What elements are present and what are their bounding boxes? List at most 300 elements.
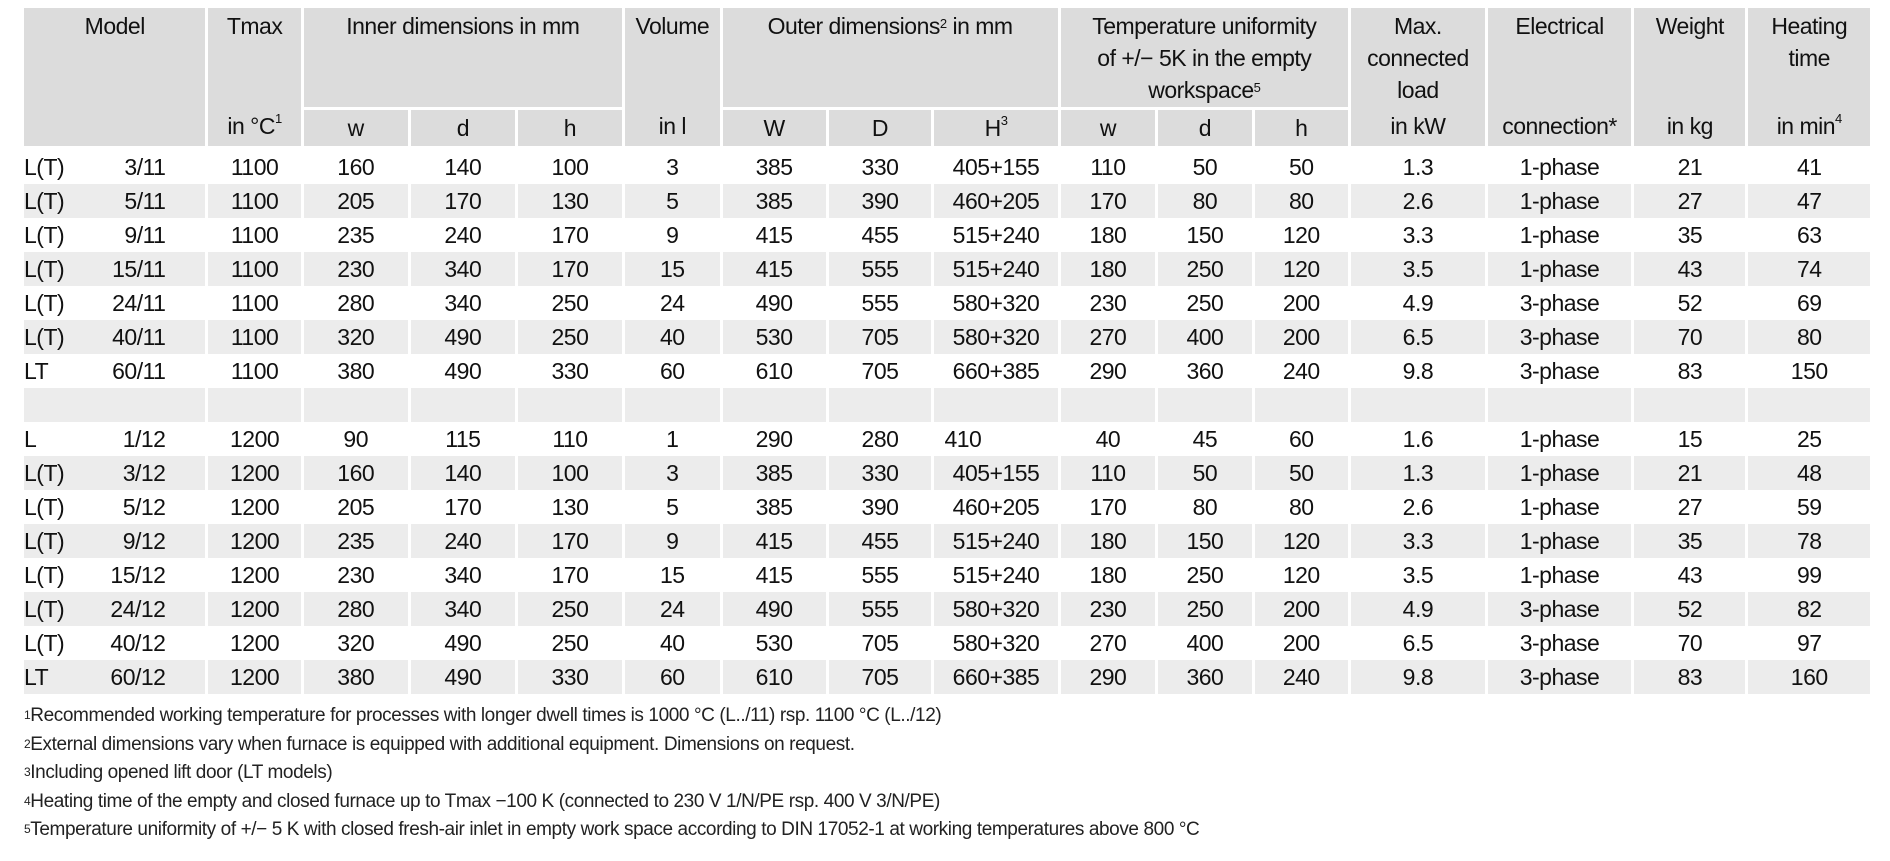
cell-outer-w: 415 [723, 252, 829, 286]
cell-heating-time: 82 [1748, 592, 1870, 626]
cell-uniformity-w: 110 [1061, 456, 1159, 490]
header-heating-unit-text: in min [1776, 113, 1836, 139]
header-tmax: Tmax [208, 8, 303, 107]
cell-volume: 24 [625, 592, 723, 626]
cell-outer-w: 385 [723, 184, 829, 218]
cell-uniformity-w: 170 [1061, 490, 1159, 524]
cell-outer-d: 555 [829, 252, 935, 286]
cell-electrical: 1-phase [1488, 422, 1634, 456]
model-size: 15/12 [110, 561, 166, 588]
cell-weight: 35 [1634, 218, 1748, 252]
cell-outer-w: 385 [723, 150, 829, 184]
cell-uniformity-h: 50 [1255, 150, 1351, 184]
cell-uniformity-h: 240 [1255, 660, 1351, 694]
cell-inner-h: 250 [518, 320, 625, 354]
cell-outer-w: 385 [723, 456, 829, 490]
cell-uniformity-d: 360 [1158, 354, 1254, 388]
cell-heating-time: 69 [1748, 286, 1870, 320]
cell-weight: 15 [1634, 422, 1748, 456]
cell-tmax: 1100 [208, 184, 303, 218]
cell-inner-d: 340 [411, 252, 518, 286]
model-size: 9/12 [122, 527, 166, 554]
cell-tmax: 1200 [208, 626, 303, 660]
cell-outer-d: 390 [829, 184, 935, 218]
cell-outer-h: 515+240 [934, 252, 1060, 286]
cell-weight: 21 [1634, 150, 1748, 184]
cell-uniformity-d: 250 [1158, 592, 1254, 626]
model-family: L(T) [24, 493, 65, 520]
cell-uniformity-w: 270 [1061, 626, 1159, 660]
table-row [24, 490, 1870, 524]
header-outer-H-text: H [984, 114, 1001, 141]
header-heating-unit [1748, 107, 1870, 146]
cell-electrical: 3-phase [1488, 354, 1634, 388]
cell-inner-d: 140 [411, 150, 518, 184]
cell-outer-w: 530 [723, 626, 829, 660]
cell-outer-w: 290 [723, 422, 829, 456]
header-outer-footnote: 2 [939, 16, 947, 31]
cell-inner-d: 490 [411, 626, 518, 660]
group-separator-row [24, 388, 1870, 422]
cell-uniformity-w: 180 [1061, 252, 1159, 286]
cell-electrical: 3-phase [1488, 592, 1634, 626]
cell-inner-h: 250 [518, 626, 625, 660]
cell-tmax: 1200 [208, 592, 303, 626]
cell-inner-w: 320 [304, 320, 411, 354]
header-uniformity-h: h [1255, 107, 1351, 146]
cell-outer-d: 555 [829, 286, 935, 320]
header-uniformity-footnote: 5 [1253, 80, 1261, 95]
cell-uniformity-d: 150 [1158, 218, 1254, 252]
cell-tmax: 1200 [208, 558, 303, 592]
cell-inner-w: 280 [304, 286, 411, 320]
cell-uniformity-h: 120 [1255, 252, 1351, 286]
header-max-load [1351, 8, 1488, 107]
cell-outer-w: 610 [723, 354, 829, 388]
footnote [24, 731, 1870, 760]
cell-electrical: 3-phase [1488, 626, 1634, 660]
cell-inner-h: 330 [518, 354, 625, 388]
table-row [24, 592, 1870, 626]
header-uniformity-line1: Temperature uniformity [1092, 13, 1317, 39]
spec-sheet [24, 8, 1870, 845]
cell-model [24, 218, 208, 252]
footnote-marker: 1 [24, 708, 31, 722]
cell-model [24, 592, 208, 626]
footnote [24, 788, 1870, 817]
header-tmax-unit [208, 107, 303, 146]
cell-outer-h: 580+320 [934, 592, 1060, 626]
cell-inner-d: 170 [411, 490, 518, 524]
table-row [24, 218, 1870, 252]
header-uniformity-line3-wrap [1061, 74, 1348, 106]
model-family: L(T) [24, 323, 65, 350]
model-size: 24/12 [110, 595, 166, 622]
cell-inner-w: 90 [304, 422, 411, 456]
cell-inner-h: 250 [518, 592, 625, 626]
cell-outer-w: 415 [723, 218, 829, 252]
cell-uniformity-h: 60 [1255, 422, 1351, 456]
cell-model [24, 456, 208, 490]
cell-heating-time: 48 [1748, 456, 1870, 490]
model-family: L(T) [24, 527, 65, 554]
cell-outer-h: 515+240 [934, 524, 1060, 558]
cell-uniformity-h: 80 [1255, 490, 1351, 524]
cell-model [24, 422, 208, 456]
cell-uniformity-h: 200 [1255, 320, 1351, 354]
cell-uniformity-w: 290 [1061, 354, 1159, 388]
cell-max-load: 3.3 [1351, 524, 1488, 558]
cell-outer-d: 390 [829, 490, 935, 524]
model-family: L(T) [24, 255, 65, 282]
cell-heating-time: 80 [1748, 320, 1870, 354]
header-uniformity-w: w [1061, 107, 1159, 146]
cell-outer-h: 515+240 [934, 218, 1060, 252]
cell-heating-time: 63 [1748, 218, 1870, 252]
cell-uniformity-h: 200 [1255, 626, 1351, 660]
cell-uniformity-h: 240 [1255, 354, 1351, 388]
cell-uniformity-d: 360 [1158, 660, 1254, 694]
cell-inner-h: 170 [518, 218, 625, 252]
table-row [24, 354, 1870, 388]
cell-outer-h: 460+205 [934, 184, 1060, 218]
cell-max-load: 1.6 [1351, 422, 1488, 456]
header-inner-d: d [411, 107, 518, 146]
furnace-spec-table [24, 8, 1870, 694]
model-size: 24/11 [112, 289, 166, 316]
cell-outer-w: 415 [723, 524, 829, 558]
cell-inner-h: 110 [518, 422, 625, 456]
cell-tmax: 1200 [208, 456, 303, 490]
cell-volume: 5 [625, 184, 723, 218]
cell-inner-w: 380 [304, 354, 411, 388]
cell-volume: 60 [625, 660, 723, 694]
cell-heating-time: 160 [1748, 660, 1870, 694]
model-size: 15/11 [112, 255, 166, 282]
cell-uniformity-w: 180 [1061, 524, 1159, 558]
footnote [24, 759, 1870, 788]
header-uniformity-d: d [1158, 107, 1254, 146]
cell-volume: 1 [625, 422, 723, 456]
cell-outer-w: 530 [723, 320, 829, 354]
cell-inner-d: 115 [411, 422, 518, 456]
cell-heating-time: 59 [1748, 490, 1870, 524]
cell-outer-w: 490 [723, 286, 829, 320]
cell-heating-time: 74 [1748, 252, 1870, 286]
cell-outer-w: 385 [723, 490, 829, 524]
cell-volume: 15 [625, 252, 723, 286]
cell-uniformity-w: 270 [1061, 320, 1159, 354]
cell-model [24, 286, 208, 320]
cell-outer-d: 455 [829, 524, 935, 558]
cell-heating-time: 47 [1748, 184, 1870, 218]
footnote-marker: 2 [24, 736, 31, 751]
cell-inner-w: 205 [304, 490, 411, 524]
header-inner-dimensions: Inner dimensions in mm [304, 8, 625, 107]
header-weight: Weight [1634, 8, 1748, 107]
model-size: 40/11 [112, 323, 166, 350]
cell-uniformity-h: 120 [1255, 218, 1351, 252]
cell-uniformity-d: 50 [1158, 150, 1254, 184]
header-inner-w: w [304, 107, 411, 146]
footnote-marker: 3 [24, 765, 31, 779]
footnote-text: Temperature uniformity of +/− 5 K with closed fresh-air inlet in empty work space according to DIN 17052-1 at working temperatures above 800 °C [30, 819, 1200, 840]
header-outer-H [934, 107, 1060, 146]
cell-weight: 21 [1634, 456, 1748, 490]
cell-tmax: 1200 [208, 422, 303, 456]
cell-tmax: 1200 [208, 490, 303, 524]
cell-outer-d: 280 [829, 422, 935, 456]
cell-electrical: 1-phase [1488, 150, 1634, 184]
cell-outer-d: 705 [829, 320, 935, 354]
header-outer-D: D [829, 107, 935, 146]
cell-electrical: 3-phase [1488, 286, 1634, 320]
model-size: 3/12 [122, 459, 166, 486]
cell-uniformity-h: 200 [1255, 592, 1351, 626]
footnote [24, 702, 1870, 731]
cell-uniformity-w: 110 [1061, 150, 1159, 184]
cell-inner-h: 330 [518, 660, 625, 694]
cell-tmax: 1100 [208, 354, 303, 388]
footnote-text: External dimensions vary when furnace is equipped with additional equipment. Dimensions on request. [30, 733, 855, 755]
cell-outer-d: 555 [829, 592, 935, 626]
cell-inner-d: 140 [411, 456, 518, 490]
cell-weight: 27 [1634, 490, 1748, 524]
table-row [24, 626, 1870, 660]
cell-uniformity-d: 50 [1158, 456, 1254, 490]
cell-inner-w: 230 [304, 252, 411, 286]
cell-inner-h: 100 [518, 456, 625, 490]
cell-max-load: 2.6 [1351, 184, 1488, 218]
cell-outer-w: 490 [723, 592, 829, 626]
cell-inner-w: 380 [304, 660, 411, 694]
cell-weight: 43 [1634, 252, 1748, 286]
table-row [24, 558, 1870, 592]
cell-uniformity-w: 230 [1061, 592, 1159, 626]
cell-outer-h: 405+155 [934, 456, 1060, 490]
footnote [24, 816, 1870, 845]
cell-inner-w: 320 [304, 626, 411, 660]
cell-model [24, 184, 208, 218]
cell-inner-d: 170 [411, 184, 518, 218]
model-family: L(T) [24, 629, 65, 656]
cell-uniformity-w: 290 [1061, 660, 1159, 694]
cell-tmax: 1200 [208, 660, 303, 694]
cell-model [24, 558, 208, 592]
header-load-line2: connected [1367, 45, 1469, 71]
cell-tmax: 1200 [208, 524, 303, 558]
header-tmax-unit-text: in °C [227, 113, 275, 139]
cell-electrical: 1-phase [1488, 558, 1634, 592]
cell-volume: 9 [625, 218, 723, 252]
cell-outer-h: 580+320 [934, 320, 1060, 354]
cell-electrical: 1-phase [1488, 218, 1634, 252]
cell-outer-w: 415 [723, 558, 829, 592]
cell-volume: 15 [625, 558, 723, 592]
model-family: L(T) [24, 561, 65, 588]
cell-outer-h: 410 [934, 422, 1060, 456]
model-family: L [24, 425, 37, 452]
cell-max-load: 3.5 [1351, 252, 1488, 286]
cell-heating-time: 97 [1748, 626, 1870, 660]
cell-model [24, 150, 208, 184]
cell-electrical: 1-phase [1488, 490, 1634, 524]
model-family: L(T) [24, 153, 65, 180]
footnote-text: Recommended working temperature for processes with longer dwell times is 1000 °C (L../11) rsp. 1100 °C (L../12) [30, 705, 942, 726]
cell-outer-d: 330 [829, 150, 935, 184]
cell-tmax: 1100 [208, 150, 303, 184]
model-family: LT [24, 357, 49, 384]
cell-model [24, 320, 208, 354]
cell-max-load: 6.5 [1351, 320, 1488, 354]
cell-volume: 5 [625, 490, 723, 524]
table-row [24, 150, 1870, 184]
header-tmax-footnote: 1 [275, 111, 282, 126]
model-size: 5/12 [122, 493, 166, 520]
header-heating-footnote: 4 [1835, 111, 1842, 126]
header-heating-line2: time [1788, 45, 1830, 71]
cell-uniformity-w: 180 [1061, 218, 1159, 252]
footnote-marker: 4 [24, 793, 31, 808]
cell-uniformity-h: 80 [1255, 184, 1351, 218]
cell-outer-h: 405+155 [934, 150, 1060, 184]
cell-max-load: 9.8 [1351, 354, 1488, 388]
table-row [24, 252, 1870, 286]
cell-max-load: 4.9 [1351, 592, 1488, 626]
cell-weight: 35 [1634, 524, 1748, 558]
footnotes [24, 702, 1870, 845]
header-heating-line1: Heating [1771, 13, 1848, 39]
cell-weight: 70 [1634, 626, 1748, 660]
model-family: LT [24, 663, 49, 690]
cell-outer-h: 660+385 [934, 354, 1060, 388]
cell-volume: 60 [625, 354, 723, 388]
cell-uniformity-d: 45 [1158, 422, 1254, 456]
cell-tmax: 1100 [208, 320, 303, 354]
cell-weight: 70 [1634, 320, 1748, 354]
header-load-line1: Max. [1393, 13, 1442, 39]
cell-inner-h: 130 [518, 184, 625, 218]
cell-heating-time: 150 [1748, 354, 1870, 388]
model-family: L(T) [24, 459, 65, 486]
header-temperature-uniformity [1061, 8, 1351, 107]
cell-inner-w: 280 [304, 592, 411, 626]
cell-uniformity-d: 80 [1158, 184, 1254, 218]
cell-outer-d: 555 [829, 558, 935, 592]
cell-volume: 3 [625, 150, 723, 184]
cell-tmax: 1100 [208, 252, 303, 286]
cell-model [24, 626, 208, 660]
cell-weight: 83 [1634, 660, 1748, 694]
cell-volume: 3 [625, 456, 723, 490]
model-family: L(T) [24, 595, 65, 622]
cell-outer-d: 705 [829, 354, 935, 388]
cell-volume: 40 [625, 626, 723, 660]
cell-inner-d: 240 [411, 218, 518, 252]
cell-heating-time: 41 [1748, 150, 1870, 184]
header-load-unit: in kW [1351, 107, 1488, 146]
cell-electrical: 1-phase [1488, 524, 1634, 558]
cell-heating-time: 25 [1748, 422, 1870, 456]
table-row [24, 524, 1870, 558]
table-row [24, 456, 1870, 490]
cell-uniformity-d: 250 [1158, 252, 1254, 286]
cell-inner-d: 340 [411, 286, 518, 320]
header-load-line3: load [1397, 77, 1439, 103]
header-volume: Volume [625, 8, 723, 107]
cell-inner-w: 205 [304, 184, 411, 218]
cell-weight: 27 [1634, 184, 1748, 218]
cell-uniformity-w: 170 [1061, 184, 1159, 218]
cell-max-load: 9.8 [1351, 660, 1488, 694]
model-family: L(T) [24, 221, 65, 248]
cell-uniformity-h: 120 [1255, 524, 1351, 558]
cell-max-load: 2.6 [1351, 490, 1488, 524]
cell-max-load: 3.3 [1351, 218, 1488, 252]
cell-outer-w: 610 [723, 660, 829, 694]
cell-weight: 43 [1634, 558, 1748, 592]
cell-volume: 24 [625, 286, 723, 320]
cell-model [24, 660, 208, 694]
footnote-text: Heating time of the empty and closed furnace up to Tmax −100 K (connected to 230 V 1/N/PE rsp. 400 V 3/N/PE) [30, 790, 940, 812]
model-size: 1/12 [122, 425, 166, 452]
cell-outer-d: 455 [829, 218, 935, 252]
model-size: 60/12 [110, 663, 166, 690]
table-row [24, 422, 1870, 456]
model-size: 60/11 [112, 357, 166, 384]
header-electrical: Electrical [1488, 8, 1634, 107]
cell-inner-w: 235 [304, 524, 411, 558]
cell-electrical: 3-phase [1488, 320, 1634, 354]
cell-outer-h: 460+205 [934, 490, 1060, 524]
cell-outer-d: 705 [829, 626, 935, 660]
cell-electrical: 1-phase [1488, 252, 1634, 286]
cell-max-load: 1.3 [1351, 456, 1488, 490]
header-outer-H-footnote: 3 [1000, 112, 1008, 128]
cell-outer-h: 660+385 [934, 660, 1060, 694]
cell-model [24, 252, 208, 286]
table-body [24, 150, 1870, 694]
cell-inner-d: 490 [411, 660, 518, 694]
cell-max-load: 1.3 [1351, 150, 1488, 184]
cell-inner-w: 230 [304, 558, 411, 592]
cell-volume: 9 [625, 524, 723, 558]
header-outer-suffix: in mm [946, 13, 1013, 39]
cell-uniformity-d: 400 [1158, 320, 1254, 354]
header-volume-unit: in l [625, 107, 723, 146]
table-row [24, 660, 1870, 694]
cell-inner-h: 170 [518, 558, 625, 592]
cell-inner-d: 340 [411, 558, 518, 592]
cell-inner-h: 170 [518, 524, 625, 558]
cell-outer-d: 330 [829, 456, 935, 490]
model-family: L(T) [24, 289, 65, 316]
cell-max-load: 4.9 [1351, 286, 1488, 320]
cell-weight: 52 [1634, 286, 1748, 320]
header-inner-h: h [518, 107, 625, 146]
model-family: L(T) [24, 187, 65, 214]
cell-inner-h: 100 [518, 150, 625, 184]
cell-inner-h: 250 [518, 286, 625, 320]
cell-weight: 52 [1634, 592, 1748, 626]
cell-heating-time: 99 [1748, 558, 1870, 592]
cell-volume: 40 [625, 320, 723, 354]
cell-outer-h: 580+320 [934, 626, 1060, 660]
cell-uniformity-h: 200 [1255, 286, 1351, 320]
header-uniformity-line3: workspace [1148, 77, 1254, 103]
cell-model [24, 354, 208, 388]
cell-uniformity-w: 230 [1061, 286, 1159, 320]
